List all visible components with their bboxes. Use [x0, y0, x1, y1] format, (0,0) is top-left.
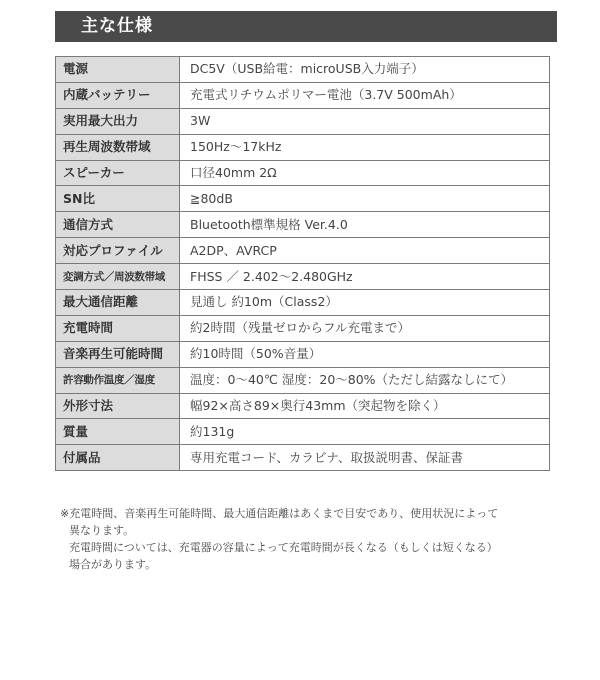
- spec-row: [56, 290, 550, 316]
- footnote-line: 充電時間については、充電器の容量によって充電時間が長くなる（もしくは短くなる）: [69, 541, 498, 554]
- spec-row: [56, 315, 550, 341]
- spec-label: 許容動作温度／湿度: [56, 367, 180, 393]
- spec-label: 充電時間: [56, 315, 180, 341]
- spec-table: [55, 56, 550, 471]
- spec-row: [56, 445, 550, 471]
- spec-label: 通信方式: [56, 212, 180, 238]
- spec-value: 見通し 約10m（Class2）: [180, 290, 550, 316]
- spec-value: 約10時間（50%音量）: [180, 341, 550, 367]
- spec-row: [56, 57, 550, 83]
- spec-label: SN比: [56, 186, 180, 212]
- spec-row: [56, 82, 550, 108]
- spec-row: [56, 419, 550, 445]
- spec-row: [56, 134, 550, 160]
- spec-label: スピーカー: [56, 160, 180, 186]
- section-title: 主な仕様: [81, 16, 153, 36]
- spec-row: [56, 393, 550, 419]
- spec-value: 幅92×高さ89×奥行43mm（突起物を除く）: [180, 393, 550, 419]
- footnote-line: 異なります。: [69, 524, 135, 537]
- spec-row: [56, 160, 550, 186]
- spec-row: [56, 341, 550, 367]
- spec-label: 実用最大出力: [56, 108, 180, 134]
- spec-row: [56, 212, 550, 238]
- spec-row: [56, 264, 550, 290]
- spec-value: 充電式リチウムポリマー電池（3.7V 500mAh）: [180, 82, 550, 108]
- spec-row: [56, 108, 550, 134]
- spec-row: [56, 238, 550, 264]
- footnote-line: 場合があります。: [69, 558, 157, 571]
- spec-value: 口径40mm 2Ω: [180, 160, 550, 186]
- spec-row: [56, 186, 550, 212]
- footnote: [60, 505, 560, 573]
- spec-label: 変調方式／周波数帯域: [56, 264, 180, 290]
- spec-label: 最大通信距離: [56, 290, 180, 316]
- spec-value: Bluetooth標準規格 Ver.4.0: [180, 212, 550, 238]
- spec-value: DC5V（USB給電：microUSB入力端子）: [180, 57, 550, 83]
- spec-value: 150Hz〜17kHz: [180, 134, 550, 160]
- spec-value: FHSS ／ 2.402〜2.480GHz: [180, 264, 550, 290]
- spec-row: [56, 367, 550, 393]
- spec-value: 約2時間（残量ゼロからフル充電まで）: [180, 315, 550, 341]
- spec-value: A2DP、AVRCP: [180, 238, 550, 264]
- spec-label: 外形寸法: [56, 393, 180, 419]
- section-header: [55, 11, 557, 42]
- spec-label: 対応プロファイル: [56, 238, 180, 264]
- spec-value: 約131g: [180, 419, 550, 445]
- spec-value: 3W: [180, 108, 550, 134]
- spec-label: 音楽再生可能時間: [56, 341, 180, 367]
- spec-label: 電源: [56, 57, 180, 83]
- footnote-line: ※充電時間、音楽再生可能時間、最大通信距離はあくまで目安であり、使用状況によって: [60, 507, 499, 520]
- spec-value: 専用充電コード、カラビナ、取扱説明書、保証書: [180, 445, 550, 471]
- spec-label: 付属品: [56, 445, 180, 471]
- spec-label: 再生周波数帯域: [56, 134, 180, 160]
- spec-label: 内蔵バッテリー: [56, 82, 180, 108]
- spec-label: 質量: [56, 419, 180, 445]
- spec-value: 温度：0〜40℃ 湿度：20〜80%（ただし結露なしにて）: [180, 367, 550, 393]
- spec-value: ≧80dB: [180, 186, 550, 212]
